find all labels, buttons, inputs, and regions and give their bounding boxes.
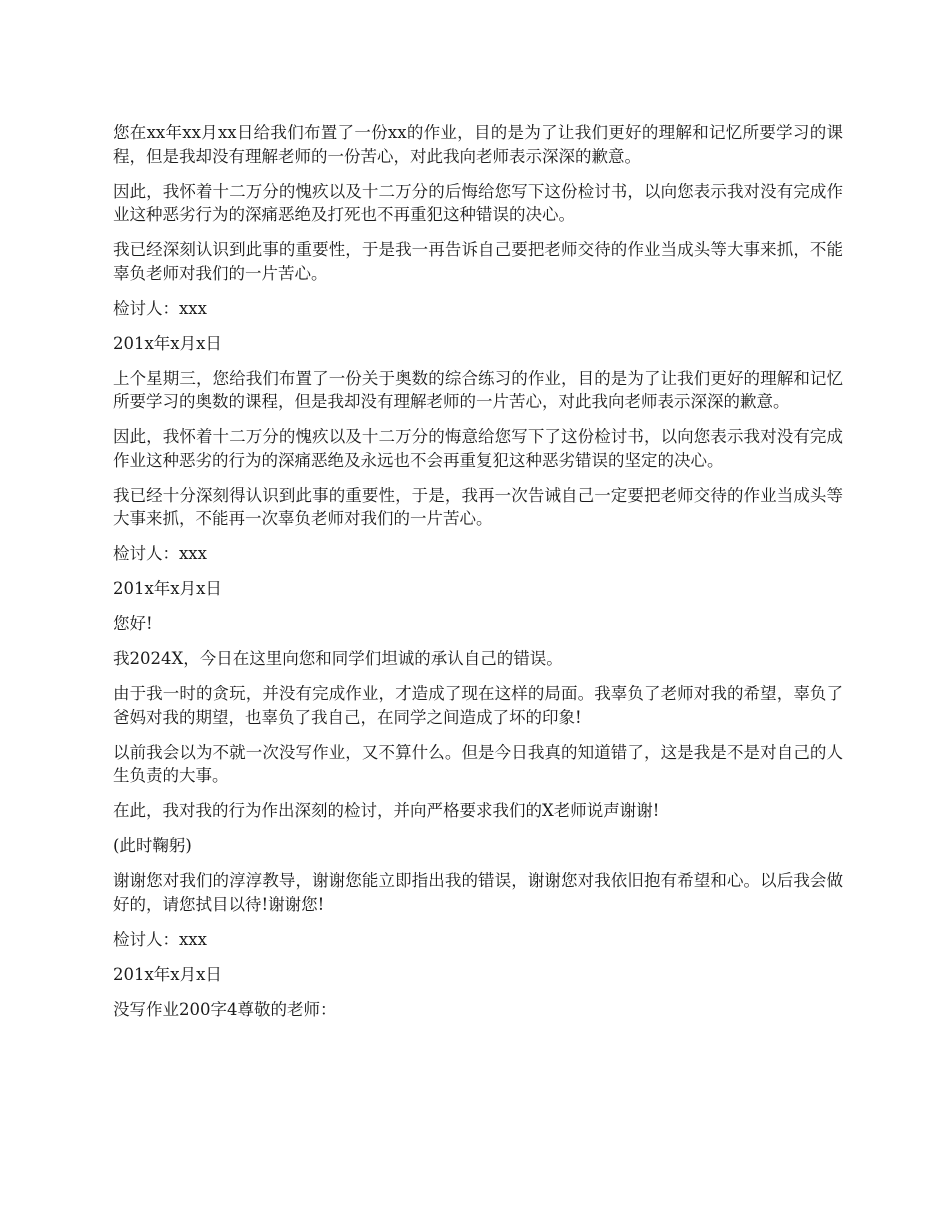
signature-line-2: 检讨人：xxx [113,544,207,563]
paragraph-6: 我已经十分深刻得认识到此事的重要性，于是，我再一次告诫自己一定要把老师交待的作业当成头等大事来抓，不能再一次辜负老师对我们的一片苦心。 [113,485,843,528]
greeting: 您好! [113,614,153,633]
paragraph-10: 在此，我对我的行为作出深刻的检讨，并向严格要求我们的X老师说声谢谢! [113,801,660,820]
paragraph-5: 因此，我怀着十二万分的愧疚以及十二万分的悔意给您写下了这份检讨书，以向您表示我对没有完成作业这种恶劣的行为的深痛恶绝及永远也不会再重复犯这种恶劣错误的坚定的决心。 [113,427,843,470]
date-line-3: 201x年x月x日 [113,964,222,984]
paragraph-9: 以前我会以为不就一次没写作业，又不算什么。但是今日我真的知道错了，这是我是不是对自己的人生负责的大事。 [113,742,843,785]
paragraph-2: 因此，我怀着十二万分的愧疚以及十二万分的后悔给您写下这份检讨书，以向您表示我对没有完成作业这种恶劣行为的深痛恶绝及打死也不再重犯这种错误的决心。 [113,181,843,224]
date-line-1: 201x年x月x日 [113,333,222,353]
paragraph-4: 上个星期三，您给我们布置了一份关于奥数的综合练习的作业，目的是为了让我们更好的理解和记忆所要学习的奥数的课程，但是我却没有理解老师的一片苦心，对此我向老师表示深深的歉意。 [113,368,843,411]
paragraph-11: 谢谢您对我们的淳淳教导，谢谢您能立即指出我的错误，谢谢您对我依旧抱有希望和心。以后我会做好的，请您拭目以待!谢谢您! [113,871,843,914]
paragraph-8: 由于我一时的贪玩，并没有完成作业，才造成了现在这样的局面。我辜负了老师对我的希望，辜负了爸妈对我的期望，也辜负了我自己，在同学之间造成了坏的印象! [113,684,843,727]
signature-line-1: 检讨人：xxx [113,298,207,318]
stage-direction: (此时鞠躬) [113,836,192,855]
signature-line-3: 检讨人：xxx [113,929,207,949]
paragraph-3: 我已经深刻认识到此事的重要性，于是我一再告诉自己要把老师交待的作业当成头等大事来抓，不能辜负老师对我们的一片苦心。 [113,240,843,283]
section-heading: 没写作业200字4尊敬的老师： [113,999,337,1019]
paragraph-7: 我2024X，今日在这里向您和同学们坦诚的承认自己的错误。 [113,649,563,668]
date-line-2: 201x年x月x日 [113,579,222,598]
paragraph-1: 您在xx年xx月xx日给我们布置了一份xx的作业，目的是为了让我们更好的理解和记忆所要学习的课程，但是我却没有理解老师的一份苦心，对此我向老师表示深深的歉意。 [113,123,843,166]
document-body [113,121,843,1033]
